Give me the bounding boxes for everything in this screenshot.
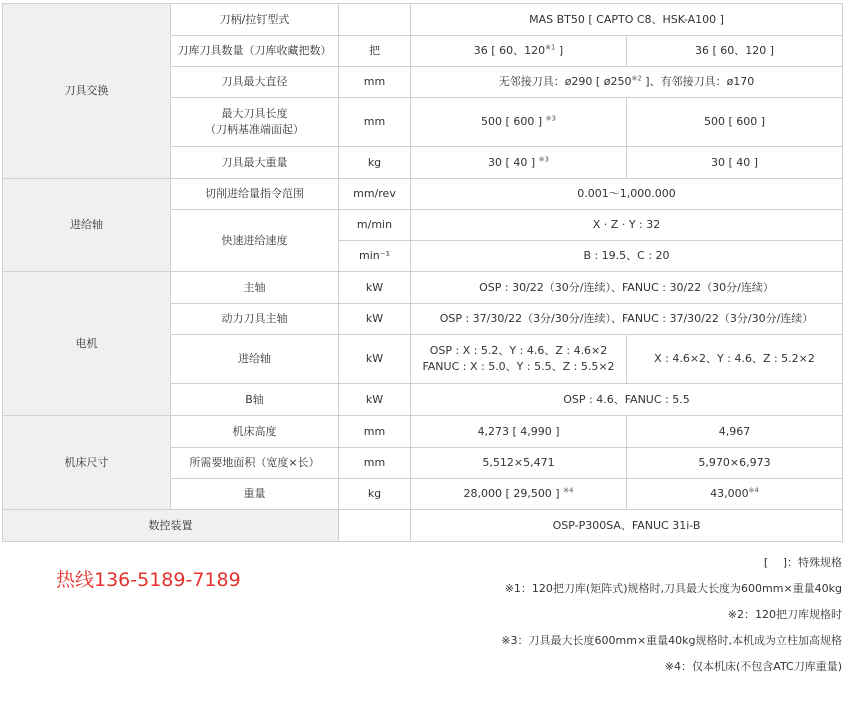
unit-max-wt: kg (339, 147, 411, 179)
value-weight-2: 43,000$^{※4}$ (627, 479, 843, 510)
unit-live-tool: kW (339, 304, 411, 335)
value-max-wt-2: 30 [ 40 ] (627, 147, 843, 179)
value-live-tool: OSP : 37/30/22（3分/30分/连续）、FANUC : 37/30/22（3分/30分/连续） (411, 304, 843, 335)
value-max-dia: 无邻接刀具：ø290 [ ø250$^{※2}$ ]、有邻接刀具：ø170 (411, 67, 843, 98)
unit-cut-range: mm/rev (339, 179, 411, 210)
note-2: ※2：120把刀库规格时 (727, 608, 842, 621)
category-nc: 数控装置 (3, 510, 339, 542)
item-shank: 刀柄/拉钉型式 (171, 4, 339, 36)
value-capacity-1: 36 [ 60、120$^{※1}$ ] (411, 36, 627, 67)
value-floor-2: 5,970×6,973 (627, 448, 843, 479)
unit-floor: mm (339, 448, 411, 479)
item-capacity: 刀库刀具数量（刀库收藏把数） (171, 36, 339, 67)
value-feed-axis-2: X : 4.6×2、Y : 4.6、Z : 5.2×2 (627, 335, 843, 384)
item-floor: 所需要地面积（宽度×长） (171, 448, 339, 479)
value-rapid-1: X · Z · Y : 32 (411, 210, 843, 241)
value-capacity-2: 36 [ 60、120 ] (627, 36, 843, 67)
value-nc: OSP-P300SA、FANUC 31i-B (411, 510, 843, 542)
unit-max-len: mm (339, 98, 411, 147)
value-max-len-2: 500 [ 600 ] (627, 98, 843, 147)
unit-rapid-2: min⁻¹ (339, 241, 411, 272)
note-3: ※3：刀具最大长度600mm×重量40kg规格时,本机成为立柱加高规格 (501, 634, 842, 647)
item-feed-axis: 进给轴 (171, 335, 339, 384)
item-spindle: 主轴 (171, 272, 339, 304)
table-row (3, 179, 843, 210)
category-motor: 电机 (3, 272, 171, 416)
item-b-axis: B轴 (171, 384, 339, 416)
value-feed-axis-1: OSP : X : 5.2、Y : 4.6、Z : 4.6×2 FANUC : X : 5.0、Y : 5.5、Z : 5.5×2 (411, 335, 627, 384)
unit-shank (339, 4, 411, 36)
unit-nc (339, 510, 411, 542)
value-cut-range: 0.001～1,000.000 (411, 179, 843, 210)
note-special-spec: [ ]：特殊规格 (763, 556, 842, 569)
category-feed: 进给轴 (3, 179, 171, 272)
unit-capacity: 把 (339, 36, 411, 67)
unit-b-axis: kW (339, 384, 411, 416)
value-max-wt-1: 30 [ 40 ] $^{※3}$ (411, 147, 627, 179)
item-rapid: 快速进给速度 (171, 210, 339, 272)
unit-feed-axis: kW (339, 335, 411, 384)
unit-spindle: kW (339, 272, 411, 304)
value-floor-1: 5,512×5,471 (411, 448, 627, 479)
unit-weight: kg (339, 479, 411, 510)
footnotes (242, 550, 842, 680)
unit-max-dia: mm (339, 67, 411, 98)
item-max-dia: 刀具最大直径 (171, 67, 339, 98)
item-max-wt: 刀具最大重量 (171, 147, 339, 179)
item-live-tool: 动力刀具主轴 (171, 304, 339, 335)
category-tool-change: 刀具交换 (3, 4, 171, 179)
unit-rapid-1: m/min (339, 210, 411, 241)
hotline-text: 热线136-5189-7189 (56, 569, 241, 591)
table-row (3, 510, 843, 542)
value-weight-1: 28,000 [ 29,500 ] $^{※4}$ (411, 479, 627, 510)
spec-table (2, 3, 843, 542)
item-cut-range: 切削进给量指令范围 (171, 179, 339, 210)
value-rapid-2: B : 19.5、C : 20 (411, 241, 843, 272)
value-height-2: 4,967 (627, 416, 843, 448)
table-row (3, 4, 843, 36)
note-4: ※4：仅本机床(不包含ATC刀库重量) (664, 660, 842, 673)
value-spindle: OSP : 30/22（30分/连续）、FANUC : 30/22（30分/连续） (411, 272, 843, 304)
note-1: ※1：120把刀库(矩阵式)规格时,刀具最大长度为600mm×重量40kg (504, 582, 842, 595)
value-height-1: 4,273 [ 4,990 ] (411, 416, 627, 448)
table-row (3, 272, 843, 304)
value-b-axis: OSP : 4.6、FANUC : 5.5 (411, 384, 843, 416)
item-weight: 重量 (171, 479, 339, 510)
item-max-len: 最大刀具长度 （刀柄基准端面起） (171, 98, 339, 147)
unit-height: mm (339, 416, 411, 448)
category-machine: 机床尺寸 (3, 416, 171, 510)
value-max-len-1: 500 [ 600 ] $^{※3}$ (411, 98, 627, 147)
value-shank: MAS BT50 [ CAPTO C8、HSK-A100 ] (411, 4, 843, 36)
item-height: 机床高度 (171, 416, 339, 448)
table-row (3, 416, 843, 448)
